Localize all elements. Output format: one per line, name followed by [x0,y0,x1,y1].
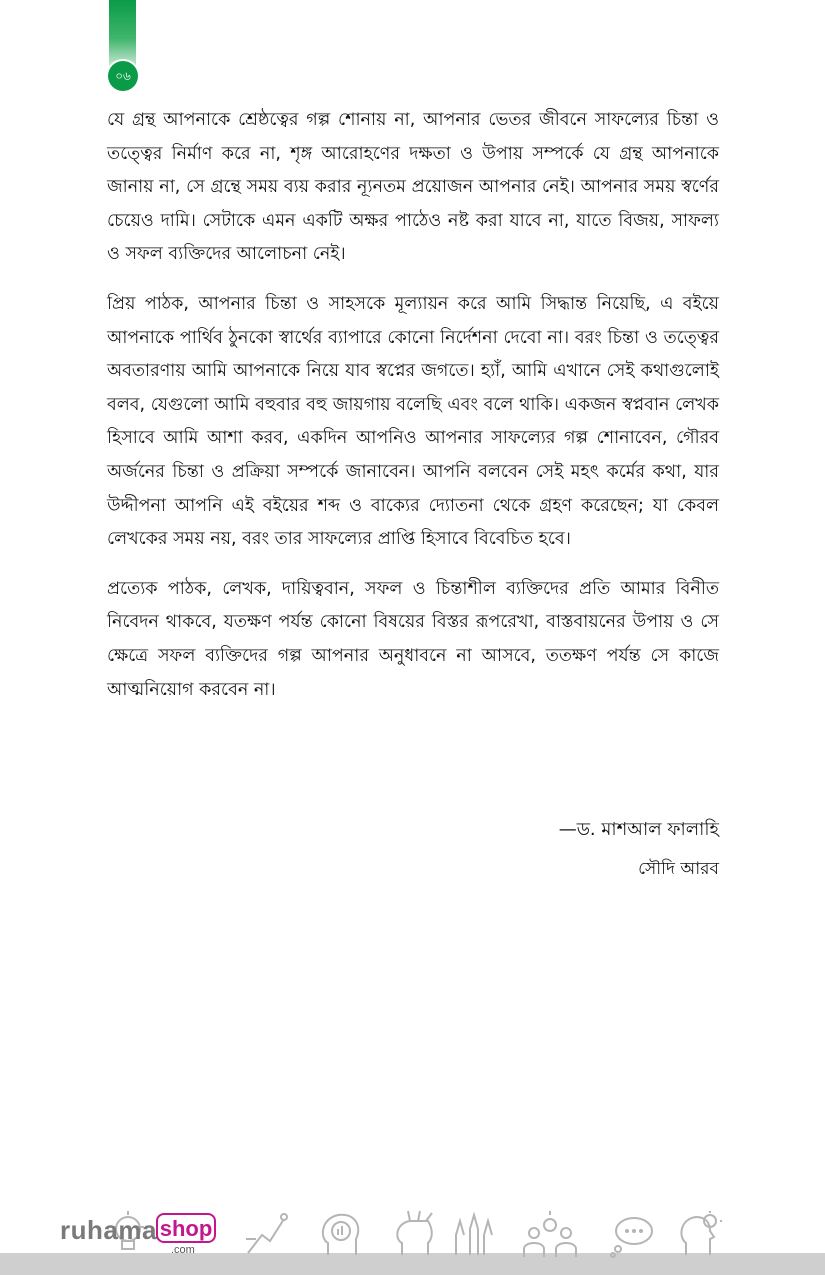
footer-decoration [0,1205,825,1275]
creative-head-icon [390,1209,440,1259]
paragraph-1: যে গ্রন্থ আপনাকে শ্রেষ্ঠত্বের গল্প শোনায় না, আপনার ভেতর জীবনে সাফল্যের চিন্তা ও তত্ত্বের নির্মাণ করে না, শৃঙ্গ আরোহণের দক্ষতা ও উপায় সম্পর্কে যে গ্রন্থ আপনাকে জানায় না, সে গ্রন্থে সময় ব্যয় করার ন্যূনতম প্রয়োজন আপনার নেই। আপনার সময় স্বর্ণের চেয়েও দামি। সেটাকে এমন একটি অক্ষর পাঠেও নষ্ট করা যাবে না, যাতে বিজয়, সাফল্য ও সফল ব্যক্তিদের আলোচনা নেই। [107,110,719,265]
watermark-com: .com [171,1244,195,1256]
watermark-brand: ruhama [60,1215,157,1245]
author-location: সৌদি আরব [638,859,719,879]
head-idea-icon [676,1209,726,1259]
author-signature: —ড. মাশআল ফালাহি [558,819,719,840]
page-number: ০৬ [108,61,138,91]
thought-bubble-icon [608,1209,658,1259]
paragraph-2: প্রিয় পাঠক, আপনার চিন্তা ও সাহসকে মূল্যায়ন করে আমি সিদ্ধান্ত নিয়েছি, এ বইয়ে আপনাকে পার্থিব ঠুনকো স্বার্থের ব্যাপারে কোনো নির্দেশনা দেবো না। বরং চিন্তা ও তত্ত্বের অবতারণায় আমি আপনাকে নিয়ে যাব স্বপ্নের জগতে। হ্যাঁ, আমি এখানে সেই কথাগুলোই বলব, যেগুলো আমি বহুবার বহু জায়গায় বলেছি এবং বলে থাকি। একজন স্বপ্নবান লেখক হিসাবে আমি আশা করব, একদিন আপনিও আপনার সাফল্যের গল্প শোনাবেন, গৌরব অর্জনের চিন্তা ও প্রক্রিয়া সম্পর্কে জানাবেন। আপনি বলবেন সেই মহৎ কর্মের কথা, যার উদ্দীপনা আপনি এই বইয়ের শব্দ ও বাক্যের দ্যোতনা থেকে গ্রহণ করেছেন; যা কেবল লেখকের সময় নয়, বরং তার সাফল্যের প্রাপ্তি হিসাবে বিবেচিত হবে। [107,293,719,550]
page-tab-decoration [109,0,136,70]
paragraph-3: প্রত্যেক পাঠক, লেখক, দায়িত্ববান, সফল ও চিন্তাশীল ব্যক্তিদের প্রতি আমার বিনীত নিবেদন থাকবে, যতক্ষণ পর্যন্ত কোনো বিষয়ের বিস্তর রূপরেখা, বাস্তবায়নের উপায় ও সে ক্ষেত্রে সফল ব্যক্তিদের গল্প আপনার অনুধাবনে না আসবে, ততক্ষণ পর্যন্ত সে কাজে আত্মনিয়োগ করবেন না। [107,578,719,700]
team-icon [520,1209,580,1259]
raised-hands-icon [448,1209,498,1259]
body-text [107,104,719,723]
watermark-shop: shop [156,1213,216,1243]
head-chart-icon [316,1209,366,1259]
rocket-runner-icon [240,1209,290,1259]
